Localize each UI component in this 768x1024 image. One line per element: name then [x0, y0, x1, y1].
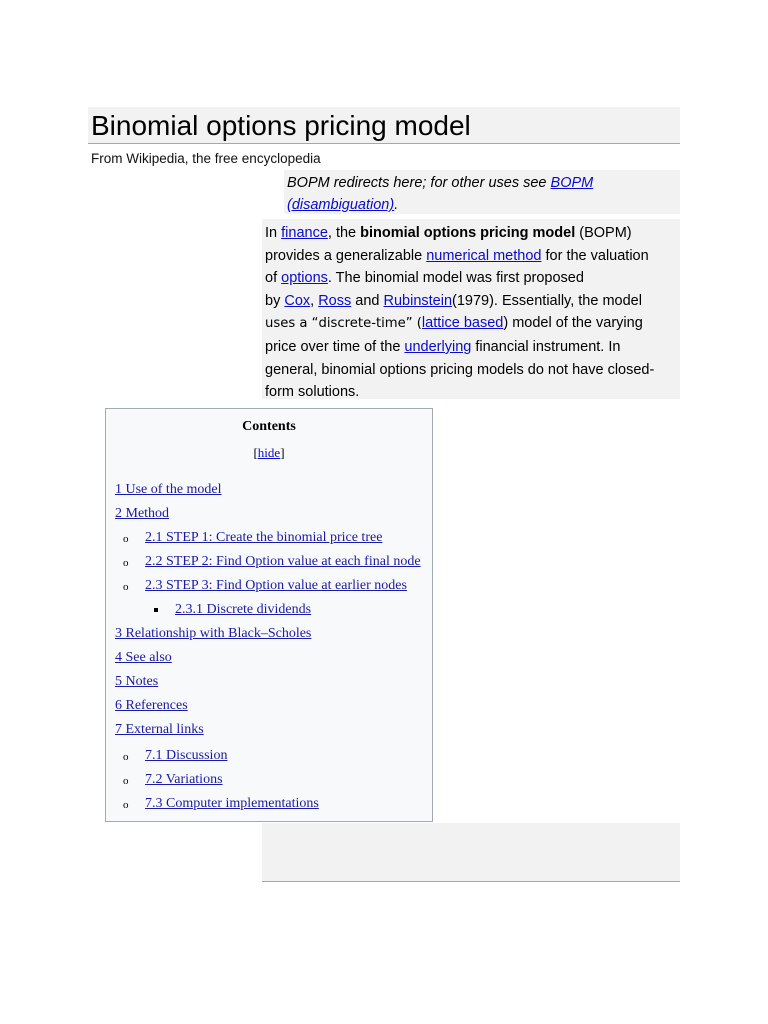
hatnote-text: BOPM redirects here; for other uses see — [287, 175, 551, 191]
hatnote — [284, 170, 680, 214]
page-subtitle: From Wikipedia, the free encyclopedia — [91, 151, 321, 166]
table-of-contents — [105, 408, 433, 822]
lead-text: price over time of the — [265, 338, 405, 355]
lead-paragraph — [262, 219, 680, 399]
toc-item-variations[interactable]: 7.2 Variations — [145, 772, 223, 787]
toc-item-notes[interactable]: 5 Notes — [115, 674, 159, 689]
lead-text: ) model of the varying — [503, 315, 643, 332]
toc-bullet: o — [123, 557, 129, 569]
lead-text: by — [265, 292, 285, 309]
toc-item-discrete-dividends[interactable]: 2.3.1 Discrete dividends — [175, 602, 312, 617]
toc-hide-toggle: [hide] — [253, 445, 285, 460]
toc-hide-link[interactable]: hide — [257, 445, 281, 460]
toc-item-external-links[interactable]: 7 External links — [115, 722, 204, 737]
lead-text: provides a generalizable — [265, 247, 427, 264]
options-link[interactable]: options — [281, 270, 328, 287]
underlying-link[interactable]: underlying — [404, 338, 472, 355]
toc-item-computer-implementations[interactable]: 7.3 Computer implementations — [145, 796, 319, 811]
toc-item-step-3[interactable]: 2.3 STEP 3: Find Option value at earlier nodes — [145, 578, 407, 593]
title-bar — [88, 107, 680, 144]
rubinstein-link[interactable]: Rubinstein — [383, 292, 453, 309]
lead-text: . The binomial model was first proposed — [327, 270, 584, 287]
numerical-method-link[interactable]: numerical method — [426, 247, 542, 264]
ross-link[interactable]: Ross — [318, 292, 352, 309]
toc-square-bullet — [154, 608, 158, 612]
lead-text: of — [265, 270, 282, 287]
lead-text: and — [351, 292, 384, 309]
toc-bullet: o — [123, 533, 129, 545]
infobox-placeholder — [262, 823, 680, 882]
toc-title: Contents — [242, 419, 296, 434]
finance-link[interactable]: finance — [281, 225, 328, 241]
toc-bullet: o — [123, 775, 129, 787]
bopm-disambiguation-link[interactable]: BOPM (disambiguation) — [287, 175, 594, 213]
lead-text: , — [310, 292, 319, 309]
toc-item-discussion[interactable]: 7.1 Discussion — [145, 748, 228, 763]
cox-link[interactable]: Cox — [284, 292, 311, 309]
lead-text: (BOPM) — [575, 225, 632, 241]
toc-item-step-2[interactable]: 2.2 STEP 2: Find Option value at each final node — [145, 554, 421, 569]
toc-bullet: o — [123, 799, 129, 811]
toc-item-references[interactable]: 6 References — [115, 698, 188, 713]
toc-item-step-1[interactable]: 2.1 STEP 1: Create the binomial price tree — [145, 530, 383, 545]
lead-text: form solutions. — [265, 384, 360, 401]
toc-bullet: o — [123, 751, 129, 763]
toc-item-see-also[interactable]: 4 See also — [115, 650, 172, 665]
hatnote-period: . — [394, 197, 399, 213]
lead-text: financial instrument. In — [471, 338, 621, 355]
lattice-based-link[interactable]: lattice based — [421, 315, 504, 332]
lead-text: for the valuation — [541, 247, 649, 264]
toc-bullet: o — [123, 581, 129, 593]
lead-text: (1979). Essentially, the model — [452, 292, 642, 309]
bold-term: binomial options pricing model — [360, 225, 576, 241]
toc-item-black-scholes[interactable]: 3 Relationship with Black–Scholes — [115, 626, 312, 641]
toc-item-method[interactable]: 2 Method — [115, 506, 170, 521]
lead-text: uses a “discrete-time” ( — [265, 316, 422, 332]
lead-text: , the — [327, 225, 361, 241]
lead-text: In — [265, 225, 282, 241]
toc-item-use-of-the-model[interactable]: 1 Use of the model — [115, 482, 222, 497]
page-title: Binomial options pricing model — [91, 110, 471, 141]
lead-text: general, binomial options pricing models do not have closed- — [265, 361, 655, 378]
